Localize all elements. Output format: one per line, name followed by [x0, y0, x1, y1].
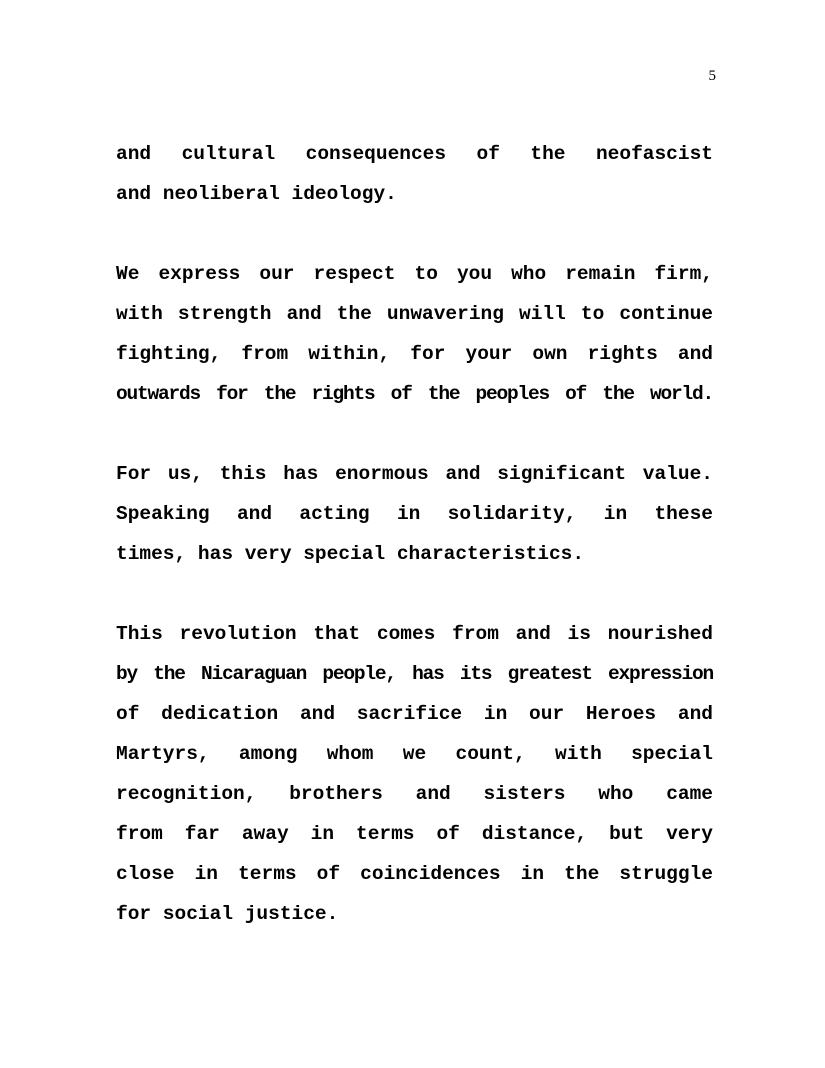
text-line: recognition, brothers and sisters who came	[116, 783, 713, 805]
text-line: times, has very special characteristics.	[116, 543, 585, 565]
text-line: outwards for the rights of the peoples of the world.	[116, 383, 713, 405]
page-number: 5	[708, 68, 716, 84]
paragraph	[116, 254, 713, 414]
paragraph	[116, 454, 713, 574]
text-line: Speaking and acting in solidarity, in these	[116, 503, 713, 525]
text-line: for social justice.	[116, 903, 339, 925]
paragraph	[116, 614, 713, 934]
body-text	[116, 134, 713, 974]
text-line: This revolution that comes from and is nourished	[116, 623, 713, 645]
text-line: from far away in terms of distance, but very	[116, 823, 713, 845]
text-line: by the Nicaraguan people, has its greatest expression	[116, 663, 713, 685]
paragraph	[116, 134, 713, 214]
text-line: Martyrs, among whom we count, with special	[116, 743, 713, 765]
text-line: For us, this has enormous and significant value.	[116, 463, 713, 485]
text-line: of dedication and sacrifice in our Heroes and	[116, 703, 713, 725]
text-line: and cultural consequences of the neofascist	[116, 143, 713, 165]
text-line: with strength and the unwavering will to continue	[116, 303, 713, 325]
text-line: fighting, from within, for your own rights and	[116, 343, 713, 365]
text-line: and neoliberal ideology.	[116, 183, 397, 205]
text-line: We express our respect to you who remain firm,	[116, 263, 713, 285]
text-line: close in terms of coincidences in the struggle	[116, 863, 713, 885]
